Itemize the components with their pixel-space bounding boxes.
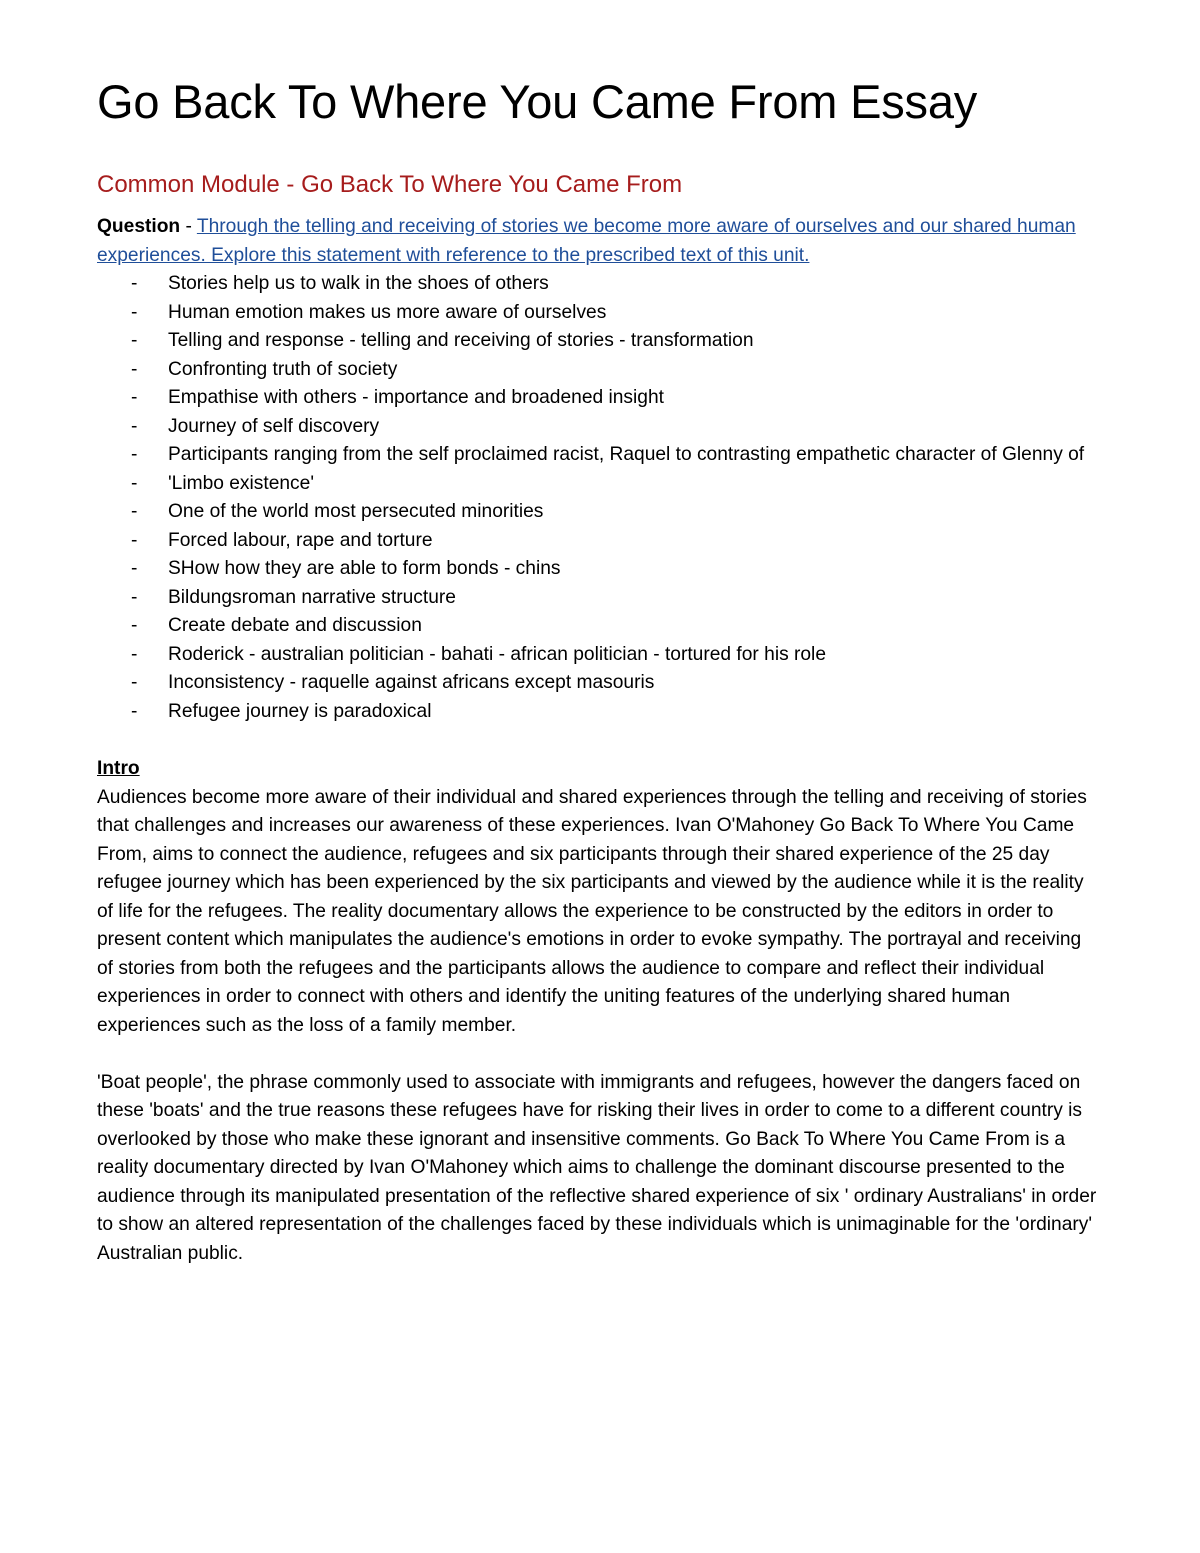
bullet-dash: - xyxy=(131,586,138,608)
document-page xyxy=(97,72,1097,1268)
bullet-item xyxy=(97,527,1097,556)
bullet-dash: - xyxy=(131,501,138,522)
bullet-text: Telling and response - telling and receiving of stories - transformation xyxy=(168,330,754,351)
bullet-text: Empathise with others - importance and broadened insight xyxy=(168,387,664,408)
bullet-dash: - xyxy=(131,615,138,636)
bullet-item xyxy=(97,270,1097,299)
bullet-item xyxy=(97,584,1097,613)
question-link[interactable]: Through the telling and receiving of stories we become more aware of ourselves and our shared human experiences. Explore this statement with reference to the prescribed text of this unit. xyxy=(97,216,1076,266)
intro-paragraph: Audiences become more aware of their individual and shared experiences through the telling and receiving of stories that challenges and increases our awareness of these experiences. Ivan O'Mahoney Go Back To Where You Came From, aims to connect the audience, refugees and six participants through their shared experience of the 25 day refugee journey which has been experienced by the six participants and viewed by the audience while it is the reality of life for the refugees. The reality documentary allows the experience to be constructed by the editors in order to present content which manipulates the audience's emotions in order to evoke sympathy. The portrayal and receiving of stories from both the refugees and the participants allows the audience to compare and reflect their individual experiences in order to connect with others and identify the uniting features of the underlying shared human experiences such as the loss of a family member. xyxy=(97,786,1087,1036)
document-title: Go Back To Where You Came From Essay xyxy=(97,75,978,128)
question-paragraph xyxy=(97,213,1097,270)
bullet-text: Roderick - australian politician - bahati - african politician - tortured for his role xyxy=(168,643,826,665)
bullet-text: Refugee journey is paradoxical xyxy=(168,700,432,722)
bullet-text: Forced labour, rape and torture xyxy=(168,529,433,551)
bullet-item xyxy=(97,612,1097,641)
bullet-text: Stories help us to walk in the shoes of others xyxy=(168,273,549,294)
bullet-text: Confronting truth of society xyxy=(168,358,398,380)
bullet-dash: - xyxy=(131,700,138,722)
bullet-dash: - xyxy=(131,444,138,465)
bullet-dash: - xyxy=(131,472,138,494)
bullet-list-secondary xyxy=(97,584,1097,727)
bullet-text: Human emotion makes us more aware of ourselves xyxy=(168,301,607,323)
bullet-text: 'Limbo existence' xyxy=(168,472,314,494)
bullet-dash: - xyxy=(131,672,138,693)
bullet-dash: - xyxy=(131,301,138,323)
bullet-item xyxy=(97,555,1097,584)
bullet-item xyxy=(97,384,1097,413)
intro-heading: Intro xyxy=(97,758,140,779)
bullet-item xyxy=(97,413,1097,442)
bullet-list-primary xyxy=(97,270,1097,584)
bullet-dash: - xyxy=(131,415,138,437)
question-separator: - xyxy=(180,216,197,237)
bullet-dash: - xyxy=(131,558,138,579)
bullet-text: One of the world most persecuted minorities xyxy=(168,501,544,522)
question-label: Question xyxy=(97,216,181,237)
bullet-dash: - xyxy=(131,273,138,294)
bullet-text: Create debate and discussion xyxy=(168,615,422,636)
bullet-item xyxy=(97,498,1097,527)
bullet-item xyxy=(97,441,1097,470)
bullet-dash: - xyxy=(131,387,138,408)
bullet-item xyxy=(97,356,1097,385)
document-subtitle: Common Module - Go Back To Where You Came From xyxy=(97,171,683,198)
bullet-item xyxy=(97,327,1097,356)
bullet-text: SHow how they are able to form bonds - chins xyxy=(168,558,561,579)
intro-body xyxy=(97,784,1097,1269)
bullet-dash: - xyxy=(131,358,138,380)
bullet-item xyxy=(97,470,1097,499)
bullet-text: Bildungsroman narrative structure xyxy=(168,586,456,608)
bullet-text: Participants ranging from the self proclaimed racist, Raquel to contrasting empathetic character of Glenny of xyxy=(168,444,1085,465)
intro-paragraph: 'Boat people', the phrase commonly used to associate with immigrants and refugees, however the dangers faced on these 'boats' and the true reasons these refugees have for risking their lives in order to come to a different country is overlooked by those who make these ignorant and insensitive comments. Go Back To Where You Came From is a reality documentary directed by Ivan O'Mahoney which aims to challenge the dominant discourse presented to the audience through its manipulated presentation of the reflective shared experience of six ' ordinary Australians' in order to show an altered representation of the challenges faced by these individuals which is unimaginable for the 'ordinary' Australian public. xyxy=(97,1071,1097,1264)
bullet-dash: - xyxy=(131,330,138,351)
bullet-item xyxy=(97,299,1097,328)
bullet-dash: - xyxy=(131,643,138,665)
bullet-dash: - xyxy=(131,529,138,551)
bullet-item xyxy=(97,698,1097,727)
bullet-item xyxy=(97,641,1097,670)
bullet-text: Inconsistency - raquelle against africans except masouris xyxy=(168,672,655,693)
bullet-text: Journey of self discovery xyxy=(168,415,380,437)
bullet-item xyxy=(97,669,1097,698)
